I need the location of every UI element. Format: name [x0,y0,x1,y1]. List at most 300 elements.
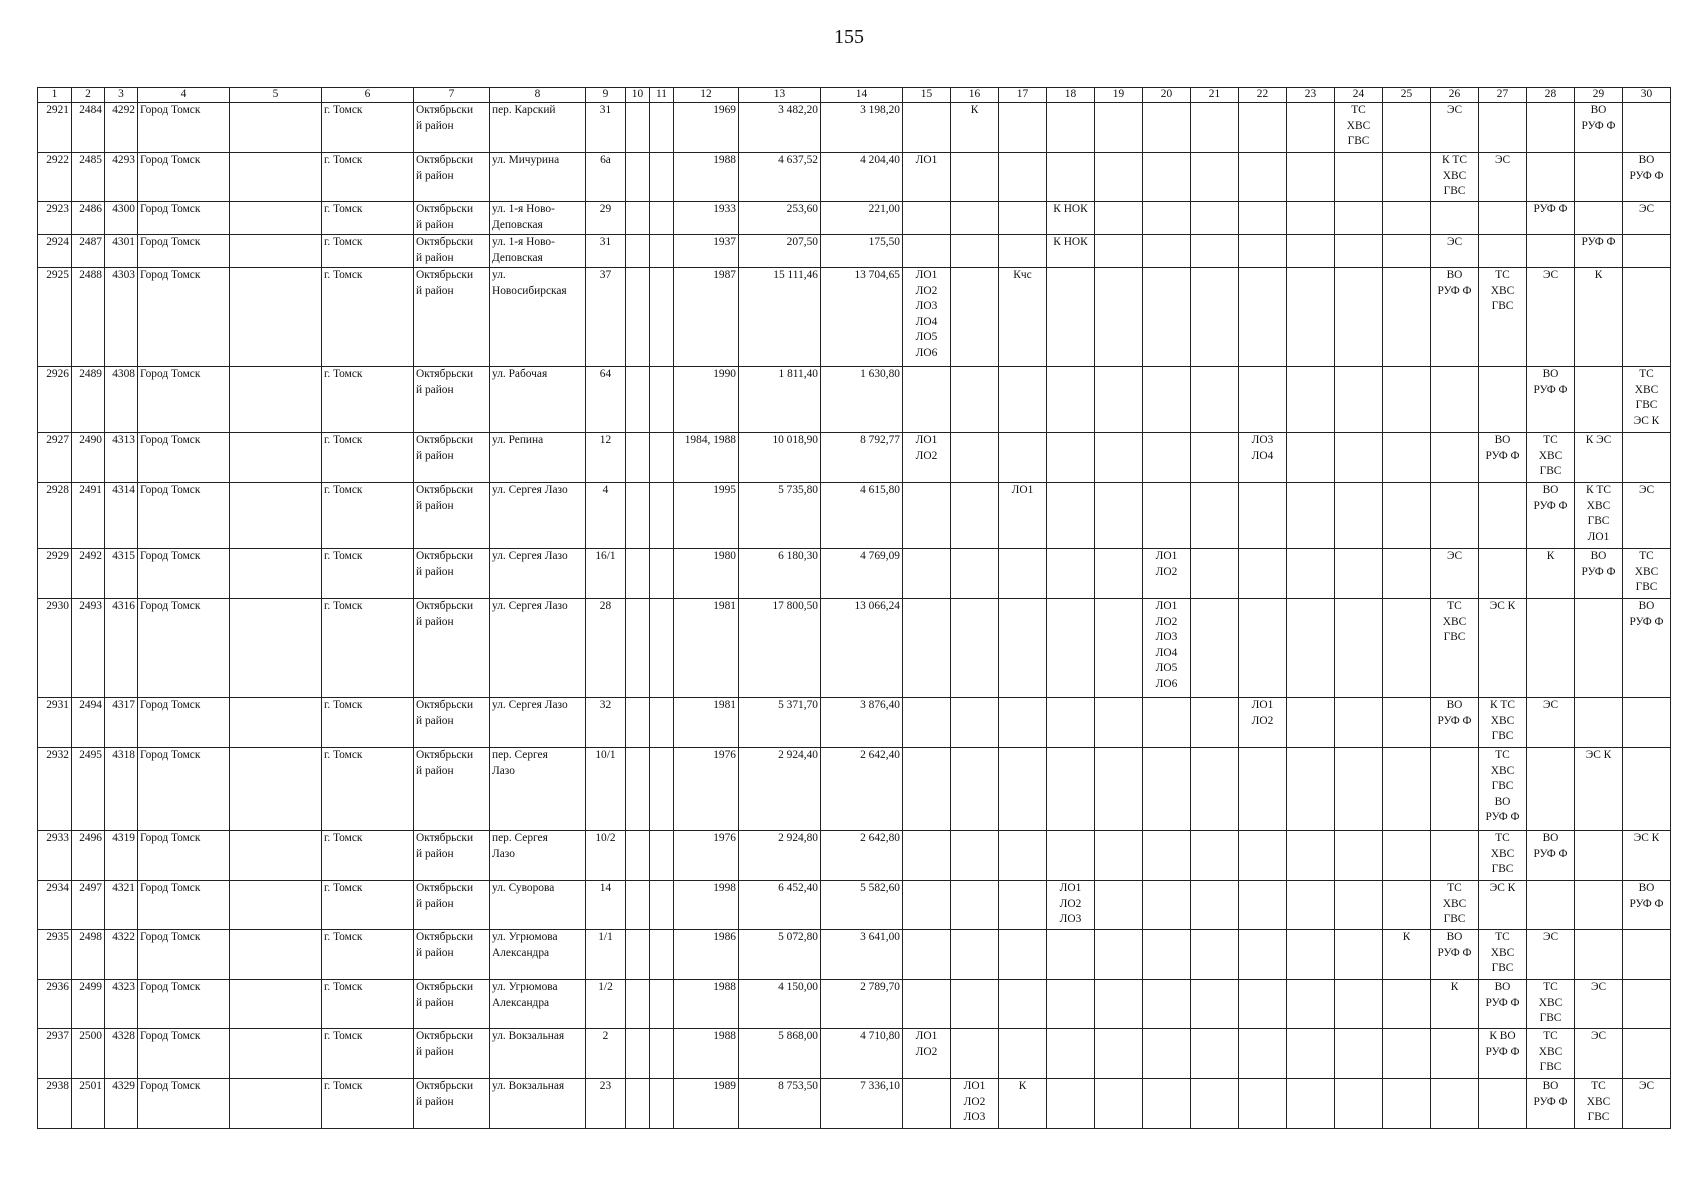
table-cell-col-14: 175,50 [821,235,903,268]
table-cell-col-3: 4328 [105,1029,138,1079]
table-cell-col-4: Город Томск [138,748,230,831]
table-cell-col-22 [1239,881,1287,930]
table-cell-col-7: Октябрьски й район [414,153,490,202]
table-cell-col-17 [999,698,1047,748]
table-cell-col-21 [1191,980,1239,1029]
table-cell-col-20: ЛО1 ЛО2 [1143,549,1191,599]
table-cell-col-5 [230,748,322,831]
table-cell-col-26: ЭС [1431,235,1479,268]
column-header-7: 7 [414,88,490,103]
table-cell-col-16: ЛО1 ЛО2 ЛО3 [951,1079,999,1129]
table-cell-col-19 [1095,235,1143,268]
table-cell-col-5 [230,433,322,483]
column-header-29: 29 [1575,88,1623,103]
table-cell-col-16 [951,748,999,831]
table-cell-col-23 [1287,103,1335,153]
table-cell-col-20 [1143,367,1191,433]
table-cell-col-5 [230,483,322,549]
table-cell-col-1: 2927 [38,433,72,483]
table-cell-col-13: 10 018,90 [739,433,821,483]
column-header-28: 28 [1527,88,1575,103]
table-cell-col-16 [951,930,999,980]
table-cell-col-24 [1335,433,1383,483]
table-cell-col-24 [1335,599,1383,698]
table-cell-col-29: К [1575,268,1623,367]
table-cell-col-10 [626,698,650,748]
table-cell-col-3: 4292 [105,103,138,153]
table-cell-col-16 [951,831,999,881]
table-cell-col-13: 6 180,30 [739,549,821,599]
table-cell-col-12: 1986 [674,930,739,980]
table-cell-col-21 [1191,698,1239,748]
table-cell-col-9: 10/2 [586,831,626,881]
table-cell-col-7: Октябрьски й район [414,599,490,698]
table-cell-col-25 [1383,831,1431,881]
table-cell-col-5 [230,153,322,202]
table-cell-col-19 [1095,881,1143,930]
table-cell-col-21 [1191,268,1239,367]
table-cell-col-11 [650,599,674,698]
table-cell-col-18 [1047,103,1095,153]
table-cell-col-15 [903,980,951,1029]
table-cell-col-13: 17 800,50 [739,599,821,698]
column-header-24: 24 [1335,88,1383,103]
table-cell-col-19 [1095,433,1143,483]
table-cell-col-25 [1383,1079,1431,1129]
table-cell-col-3: 4315 [105,549,138,599]
table-cell-col-16 [951,367,999,433]
table-cell-col-1: 2937 [38,1029,72,1079]
table-cell-col-18 [1047,748,1095,831]
table-cell-col-19 [1095,1029,1143,1079]
column-header-11: 11 [650,88,674,103]
table-cell-col-12: 1998 [674,881,739,930]
table-cell-col-6: г. Томск [322,433,414,483]
table-cell-col-24 [1335,235,1383,268]
table-cell-col-2: 2486 [72,202,105,235]
table-cell-col-28: ВО РУФ Ф [1527,367,1575,433]
table-cell-col-23 [1287,549,1335,599]
table-cell-col-3: 4318 [105,748,138,831]
table-cell-col-22 [1239,1079,1287,1129]
table-cell-col-2: 2499 [72,980,105,1029]
table-cell-col-15 [903,698,951,748]
table-cell-col-17 [999,980,1047,1029]
table-cell-col-16 [951,549,999,599]
table-cell-col-11 [650,930,674,980]
table-cell-col-23 [1287,268,1335,367]
table-cell-col-10 [626,483,650,549]
table-cell-col-21 [1191,599,1239,698]
table-cell-col-13: 15 111,46 [739,268,821,367]
column-header-21: 21 [1191,88,1239,103]
table-cell-col-23 [1287,881,1335,930]
table-cell-col-5 [230,103,322,153]
table-cell-col-7: Октябрьски й район [414,268,490,367]
table-cell-col-1: 2928 [38,483,72,549]
table-cell-col-22 [1239,153,1287,202]
table-cell-col-23 [1287,483,1335,549]
table-cell-col-7: Октябрьски й район [414,831,490,881]
column-header-26: 26 [1431,88,1479,103]
table-cell-col-17 [999,549,1047,599]
table-cell-col-10 [626,881,650,930]
table-cell-col-20 [1143,103,1191,153]
table-cell-col-16 [951,1029,999,1079]
table-cell-col-20 [1143,202,1191,235]
table-cell-col-30: ТС ХВС ГВС [1623,549,1671,599]
table-cell-col-18 [1047,980,1095,1029]
table-cell-col-11 [650,1029,674,1079]
column-header-23: 23 [1287,88,1335,103]
table-cell-col-16 [951,153,999,202]
table-cell-col-22 [1239,549,1287,599]
table-cell-col-29 [1575,599,1623,698]
table-cell-col-28 [1527,881,1575,930]
table-cell-col-14: 13 704,65 [821,268,903,367]
table-cell-col-7: Октябрьски й район [414,1029,490,1079]
table-cell-col-17 [999,202,1047,235]
table-cell-col-26 [1431,483,1479,549]
table-cell-col-16 [951,268,999,367]
table-cell-col-19 [1095,483,1143,549]
table-cell-col-27: ЭС К [1479,881,1527,930]
table-cell-col-21 [1191,202,1239,235]
table-cell-col-7: Октябрьски й район [414,748,490,831]
table-cell-col-20 [1143,235,1191,268]
table-cell-col-17: ЛО1 [999,483,1047,549]
table-row [38,980,1671,1029]
table-cell-col-6: г. Томск [322,930,414,980]
table-cell-col-4: Город Томск [138,202,230,235]
table-cell-col-21 [1191,930,1239,980]
table-cell-col-4: Город Томск [138,980,230,1029]
table-cell-col-22 [1239,483,1287,549]
table-cell-col-25 [1383,153,1431,202]
table-cell-col-10 [626,599,650,698]
table-cell-col-23 [1287,748,1335,831]
table-cell-col-6: г. Томск [322,103,414,153]
page-number: 155 [834,26,864,48]
table-cell-col-7: Октябрьски й район [414,235,490,268]
column-header-4: 4 [138,88,230,103]
table-cell-col-9: 6а [586,153,626,202]
table-cell-col-18 [1047,698,1095,748]
table-cell-col-17 [999,1029,1047,1079]
table-cell-col-11 [650,103,674,153]
table-cell-col-20 [1143,268,1191,367]
table-cell-col-2: 2496 [72,831,105,881]
table-cell-col-5 [230,930,322,980]
table-cell-col-29: РУФ Ф [1575,235,1623,268]
table-cell-col-17 [999,153,1047,202]
table-cell-col-18 [1047,930,1095,980]
table-cell-col-29: ТС ХВС ГВС [1575,1079,1623,1129]
table-cell-col-24 [1335,1079,1383,1129]
table-cell-col-9: 32 [586,698,626,748]
table-cell-col-5 [230,1029,322,1079]
table-cell-col-13: 5 371,70 [739,698,821,748]
table-cell-col-22 [1239,1029,1287,1079]
table-cell-col-15 [903,831,951,881]
table-cell-col-27 [1479,103,1527,153]
table-cell-col-12: 1988 [674,1029,739,1079]
column-header-15: 15 [903,88,951,103]
table-cell-col-21 [1191,235,1239,268]
table-cell-col-15 [903,367,951,433]
table-cell-col-26 [1431,202,1479,235]
table-cell-col-19 [1095,748,1143,831]
table-cell-col-29 [1575,367,1623,433]
table-cell-col-28: ЭС [1527,268,1575,367]
table-cell-col-13: 4 150,00 [739,980,821,1029]
column-header-19: 19 [1095,88,1143,103]
table-cell-col-8: ул. Новосибирская [490,268,586,367]
table-cell-col-15 [903,202,951,235]
table-cell-col-4: Город Томск [138,153,230,202]
table-cell-col-28: ЭС [1527,698,1575,748]
table-cell-col-2: 2498 [72,930,105,980]
table-cell-col-14: 4 204,40 [821,153,903,202]
table-cell-col-26: ВО РУФ Ф [1431,698,1479,748]
table-cell-col-8: ул. Сергея Лазо [490,483,586,549]
column-header-13: 13 [739,88,821,103]
table-cell-col-5 [230,831,322,881]
table-cell-col-9: 1/2 [586,980,626,1029]
column-header-25: 25 [1383,88,1431,103]
table-cell-col-27: ЭС К [1479,599,1527,698]
table-cell-col-6: г. Томск [322,235,414,268]
table-cell-col-18 [1047,367,1095,433]
table-cell-col-7: Октябрьски й район [414,980,490,1029]
column-header-14: 14 [821,88,903,103]
table-cell-col-23 [1287,930,1335,980]
table-cell-col-3: 4317 [105,698,138,748]
table-cell-col-27 [1479,367,1527,433]
column-header-8: 8 [490,88,586,103]
table-cell-col-22: ЛО1 ЛО2 [1239,698,1287,748]
table-cell-col-28 [1527,599,1575,698]
table-cell-col-29: К ТС ХВС ГВС ЛО1 [1575,483,1623,549]
column-header-12: 12 [674,88,739,103]
table-cell-col-13: 253,60 [739,202,821,235]
table-cell-col-11 [650,153,674,202]
table-cell-col-15 [903,930,951,980]
table-cell-col-29 [1575,153,1623,202]
table-cell-col-24 [1335,367,1383,433]
table-cell-col-17 [999,599,1047,698]
table-cell-col-13: 1 811,40 [739,367,821,433]
table-cell-col-12: 1981 [674,698,739,748]
table-cell-col-27 [1479,202,1527,235]
table-cell-col-9: 10/1 [586,748,626,831]
table-row [38,153,1671,202]
table-cell-col-17 [999,930,1047,980]
table-cell-col-19 [1095,268,1143,367]
table-cell-col-12: 1933 [674,202,739,235]
table-cell-col-6: г. Томск [322,881,414,930]
table-cell-col-6: г. Томск [322,268,414,367]
table-cell-col-20 [1143,930,1191,980]
table-cell-col-15 [903,483,951,549]
table-cell-col-15 [903,599,951,698]
table-row [38,367,1671,433]
table-cell-col-24 [1335,980,1383,1029]
table-cell-col-15: ЛО1 ЛО2 [903,1029,951,1079]
table-cell-col-17 [999,433,1047,483]
table-row [38,103,1671,153]
table-cell-col-1: 2922 [38,153,72,202]
table-cell-col-23 [1287,433,1335,483]
table-cell-col-13: 3 482,20 [739,103,821,153]
table-cell-col-15 [903,748,951,831]
table-cell-col-28: ЭС [1527,930,1575,980]
table-cell-col-30: ЭС [1623,1079,1671,1129]
table-cell-col-1: 2929 [38,549,72,599]
table-cell-col-29 [1575,881,1623,930]
table-cell-col-11 [650,881,674,930]
table-cell-col-4: Город Томск [138,930,230,980]
table-cell-col-27 [1479,235,1527,268]
table-cell-col-10 [626,103,650,153]
table-cell-col-3: 4303 [105,268,138,367]
table-cell-col-7: Октябрьски й район [414,698,490,748]
table-cell-col-6: г. Томск [322,980,414,1029]
table-cell-col-2: 2487 [72,235,105,268]
table-cell-col-9: 16/1 [586,549,626,599]
table-cell-col-12: 1989 [674,1079,739,1129]
table-cell-col-15 [903,1079,951,1129]
table-cell-col-15: ЛО1 ЛО2 [903,433,951,483]
table-cell-col-20 [1143,1079,1191,1129]
table-cell-col-14: 2 642,40 [821,748,903,831]
table-cell-col-1: 2921 [38,103,72,153]
table-cell-col-24 [1335,268,1383,367]
table-cell-col-25 [1383,881,1431,930]
table-cell-col-13: 2 924,80 [739,831,821,881]
table-cell-col-19 [1095,930,1143,980]
table-cell-col-6: г. Томск [322,202,414,235]
table-cell-col-5 [230,235,322,268]
table-cell-col-2: 2493 [72,599,105,698]
table-cell-col-8: ул. Сергея Лазо [490,698,586,748]
table-cell-col-26: К ТС ХВС ГВС [1431,153,1479,202]
table-cell-col-19 [1095,103,1143,153]
table-cell-col-30: ЭС К [1623,831,1671,881]
table-cell-col-14: 7 336,10 [821,1079,903,1129]
table-cell-col-9: 23 [586,1079,626,1129]
table-row [38,235,1671,268]
table-cell-col-10 [626,202,650,235]
table-cell-col-30 [1623,268,1671,367]
table-cell-col-22 [1239,235,1287,268]
table-cell-col-14: 8 792,77 [821,433,903,483]
table-cell-col-1: 2930 [38,599,72,698]
table-cell-col-26 [1431,433,1479,483]
table-cell-col-24 [1335,831,1383,881]
table-cell-col-15 [903,103,951,153]
table-cell-col-27: ВО РУФ Ф [1479,433,1527,483]
table-cell-col-8: ул. Угрюмова Александра [490,980,586,1029]
table-cell-col-30 [1623,980,1671,1029]
table-cell-col-28 [1527,103,1575,153]
column-header-5: 5 [230,88,322,103]
table-cell-col-2: 2490 [72,433,105,483]
table-cell-col-25 [1383,980,1431,1029]
table-cell-col-29: ЭС [1575,980,1623,1029]
column-header-16: 16 [951,88,999,103]
table-cell-col-30: ЭС [1623,483,1671,549]
table-cell-col-17 [999,831,1047,881]
table-cell-col-7: Октябрьски й район [414,483,490,549]
table-row [38,599,1671,698]
table-cell-col-1: 2936 [38,980,72,1029]
table-cell-col-25 [1383,367,1431,433]
table-cell-col-8: ул. Репина [490,433,586,483]
table-cell-col-12: 1981 [674,599,739,698]
table-cell-col-5 [230,881,322,930]
table-row [38,1079,1671,1129]
table-cell-col-18: ЛО1 ЛО2 ЛО3 [1047,881,1095,930]
table-cell-col-1: 2932 [38,748,72,831]
table-cell-col-23 [1287,698,1335,748]
table-cell-col-20 [1143,483,1191,549]
table-cell-col-13: 207,50 [739,235,821,268]
table-cell-col-6: г. Томск [322,549,414,599]
table-cell-col-28: ТС ХВС ГВС [1527,433,1575,483]
table-cell-col-22 [1239,980,1287,1029]
table-cell-col-1: 2935 [38,930,72,980]
table-cell-col-22 [1239,831,1287,881]
table-cell-col-26: ЭС [1431,549,1479,599]
table-cell-col-26: ТС ХВС ГВС [1431,881,1479,930]
table-cell-col-4: Город Томск [138,549,230,599]
column-header-18: 18 [1047,88,1095,103]
table-cell-col-30 [1623,1029,1671,1079]
table-cell-col-25: К [1383,930,1431,980]
table-cell-col-22 [1239,103,1287,153]
table-cell-col-3: 4322 [105,930,138,980]
table-cell-col-8: ул. Вокзальная [490,1029,586,1079]
table-cell-col-1: 2934 [38,881,72,930]
table-cell-col-4: Город Томск [138,103,230,153]
table-cell-col-16 [951,433,999,483]
table-cell-col-28: ВО РУФ Ф [1527,1079,1575,1129]
table-cell-col-20 [1143,831,1191,881]
table-cell-col-2: 2500 [72,1029,105,1079]
table-cell-col-9: 2 [586,1029,626,1079]
table-cell-col-18 [1047,831,1095,881]
table-cell-col-7: Октябрьски й район [414,103,490,153]
table-cell-col-22 [1239,202,1287,235]
table-cell-col-29: ЭС [1575,1029,1623,1079]
table-cell-col-23 [1287,235,1335,268]
table-cell-col-27 [1479,1079,1527,1129]
table-cell-col-21 [1191,153,1239,202]
table-cell-col-14: 4 615,80 [821,483,903,549]
table-cell-col-16 [951,698,999,748]
table-cell-col-22 [1239,930,1287,980]
table-cell-col-13: 4 637,52 [739,153,821,202]
table-cell-col-11 [650,748,674,831]
table-cell-col-10 [626,1079,650,1129]
table-cell-col-20 [1143,881,1191,930]
table-cell-col-4: Город Томск [138,483,230,549]
table-cell-col-3: 4301 [105,235,138,268]
table-cell-col-2: 2485 [72,153,105,202]
table-cell-col-1: 2923 [38,202,72,235]
table-cell-col-19 [1095,202,1143,235]
